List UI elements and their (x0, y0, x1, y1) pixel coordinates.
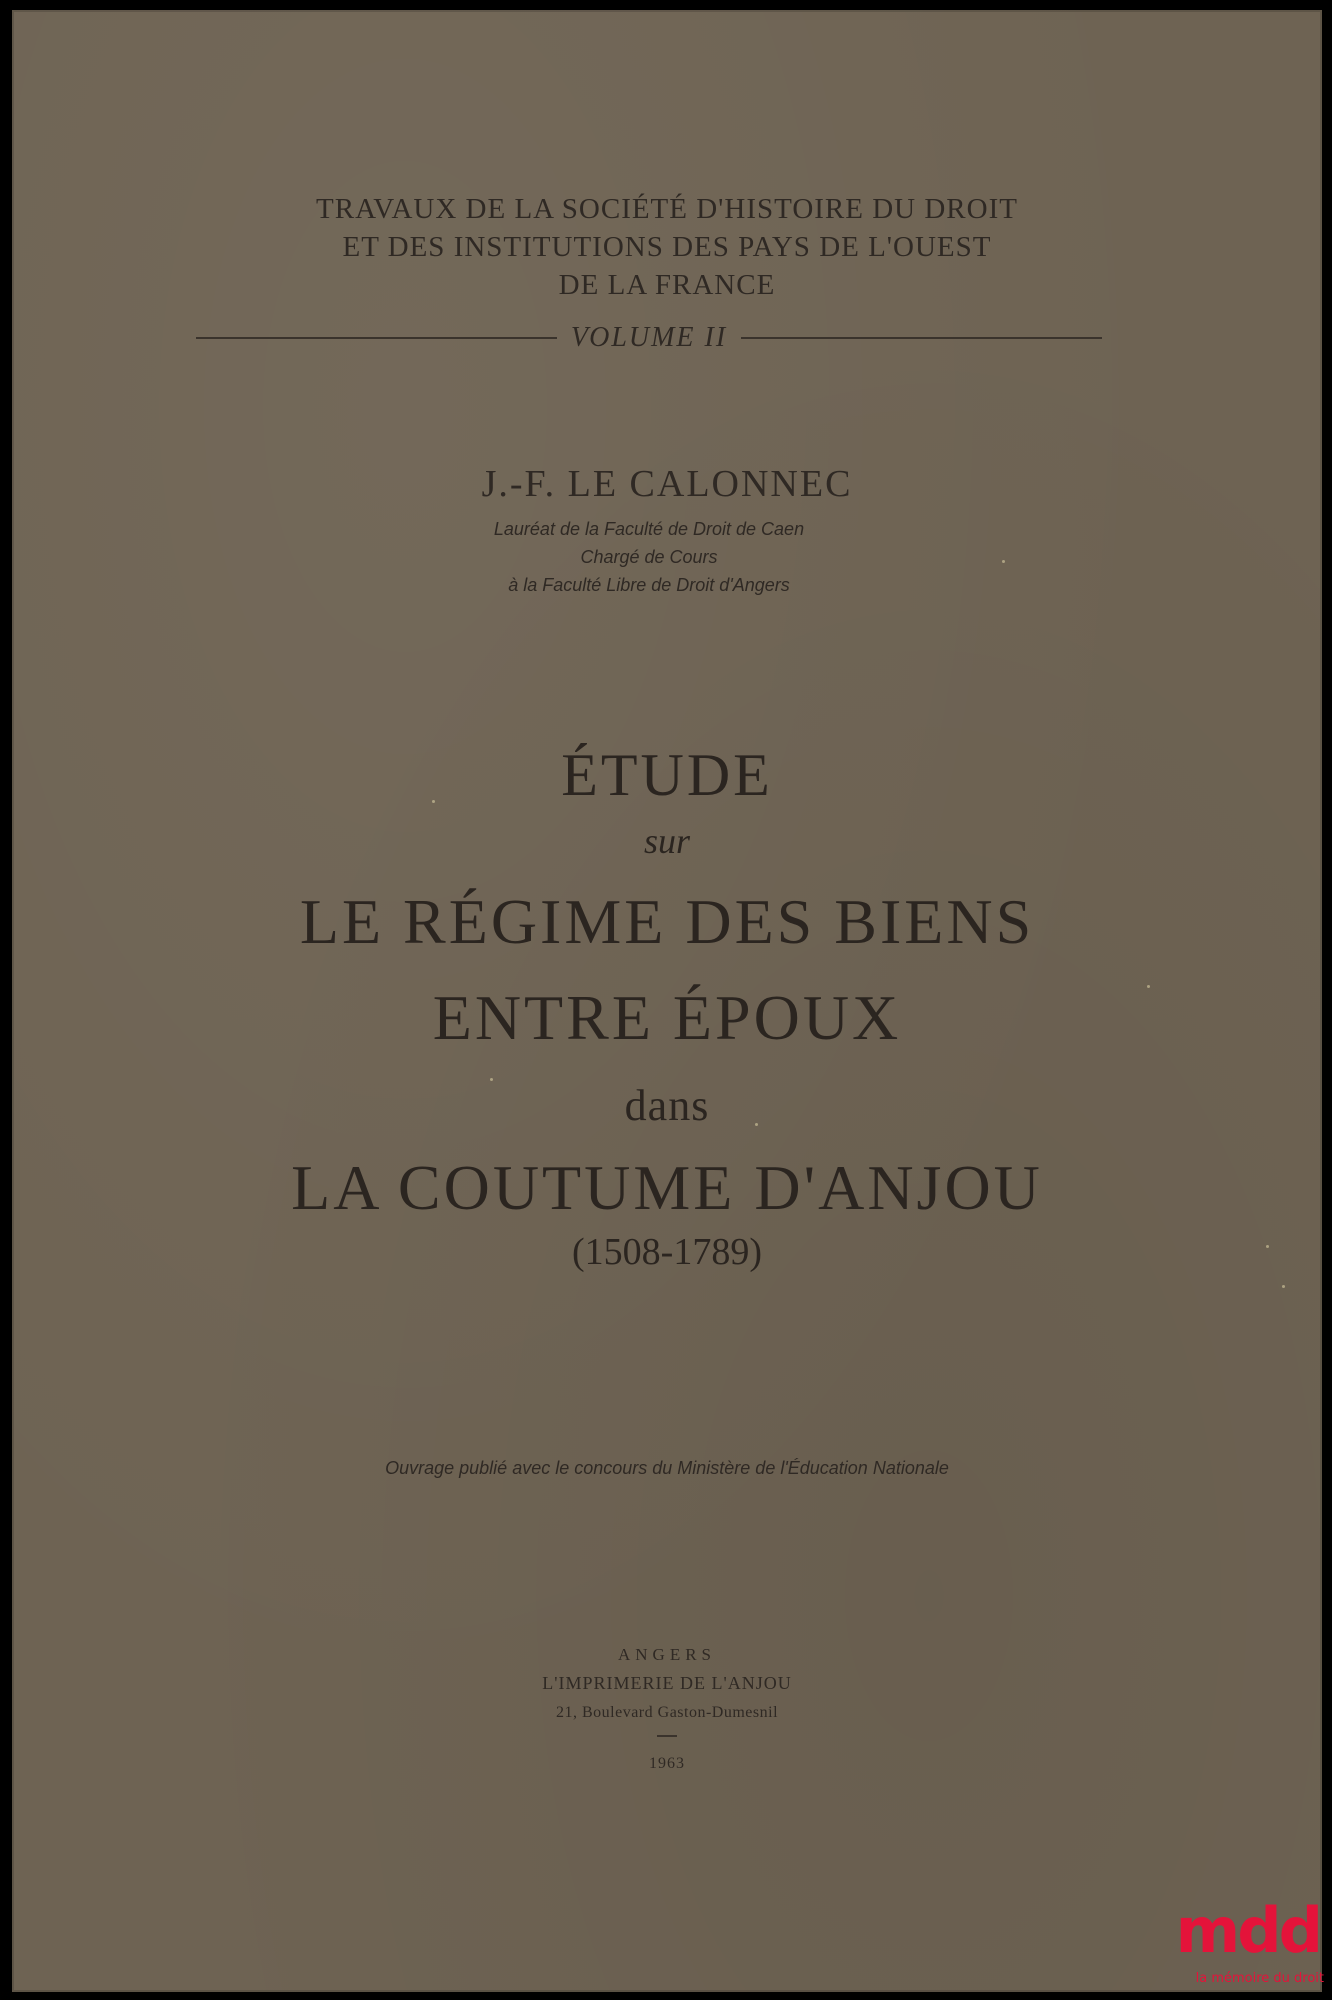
publisher-block (12, 1640, 1322, 1778)
paper-speck (1266, 1245, 1269, 1248)
volume-label: VOLUME II (570, 322, 728, 353)
mdd-logo-text: mdd (1175, 1894, 1320, 1967)
series-heading (12, 190, 1322, 304)
right-rule-divider (741, 337, 1102, 339)
series-line-1: TRAVAUX DE LA SOCIÉTÉ D'HISTOIRE DU DROIT (316, 193, 1018, 225)
title-line-coutume: LA COUTUME D'ANJOU (291, 1152, 1043, 1223)
publisher-dash-divider (657, 1735, 677, 1737)
paper-speck (1282, 1285, 1285, 1288)
title-line-dans: dans (624, 1081, 710, 1130)
mdd-tagline: la mémoire du droit (1195, 1971, 1324, 1986)
subsidy-note: Ouvrage publié avec le concours du Ministère de l'Éducation Nationale (385, 1458, 949, 1478)
mdd-logo (1175, 1894, 1320, 1967)
series-line-3: DE LA FRANCE (558, 269, 776, 301)
series-line-2: ET DES INSTITUTIONS DES PAYS DE L'OUEST (342, 231, 992, 263)
credential-line-3: à la Faculté Libre de Droit d'Angers (508, 575, 790, 595)
paper-speck (490, 1078, 493, 1081)
title-line-epoux: ENTRE ÉPOUX (432, 982, 902, 1053)
credential-line-2: Chargé de Cours (580, 547, 718, 567)
author-credentials (449, 515, 849, 599)
title-line-etude: ÉTUDE (561, 742, 773, 808)
title-line-regime: LE RÉGIME DES BIENS (299, 886, 1035, 957)
left-rule-divider (196, 337, 557, 339)
paper-speck (432, 800, 435, 803)
title-line-sur: sur (643, 821, 691, 861)
book-title (12, 740, 1322, 1276)
title-dates: (1508-1789) (572, 1231, 762, 1273)
book-cover (12, 10, 1322, 1992)
credential-line-1: Lauréat de la Faculté de Droit de Caen (493, 519, 805, 539)
paper-speck (1002, 560, 1005, 563)
publisher-city: ANGERS (617, 1645, 716, 1664)
paper-speck (1147, 985, 1150, 988)
author-name: J.-F. LE CALONNEC (481, 463, 853, 505)
volume-row (196, 321, 1102, 355)
paper-speck (755, 1123, 758, 1126)
publisher-press: L'IMPRIMERIE DE L'ANJOU (542, 1673, 792, 1693)
publication-year: 1963 (649, 1755, 685, 1772)
publisher-address: 21, Boulevard Gaston-Dumesnil (555, 1704, 779, 1721)
